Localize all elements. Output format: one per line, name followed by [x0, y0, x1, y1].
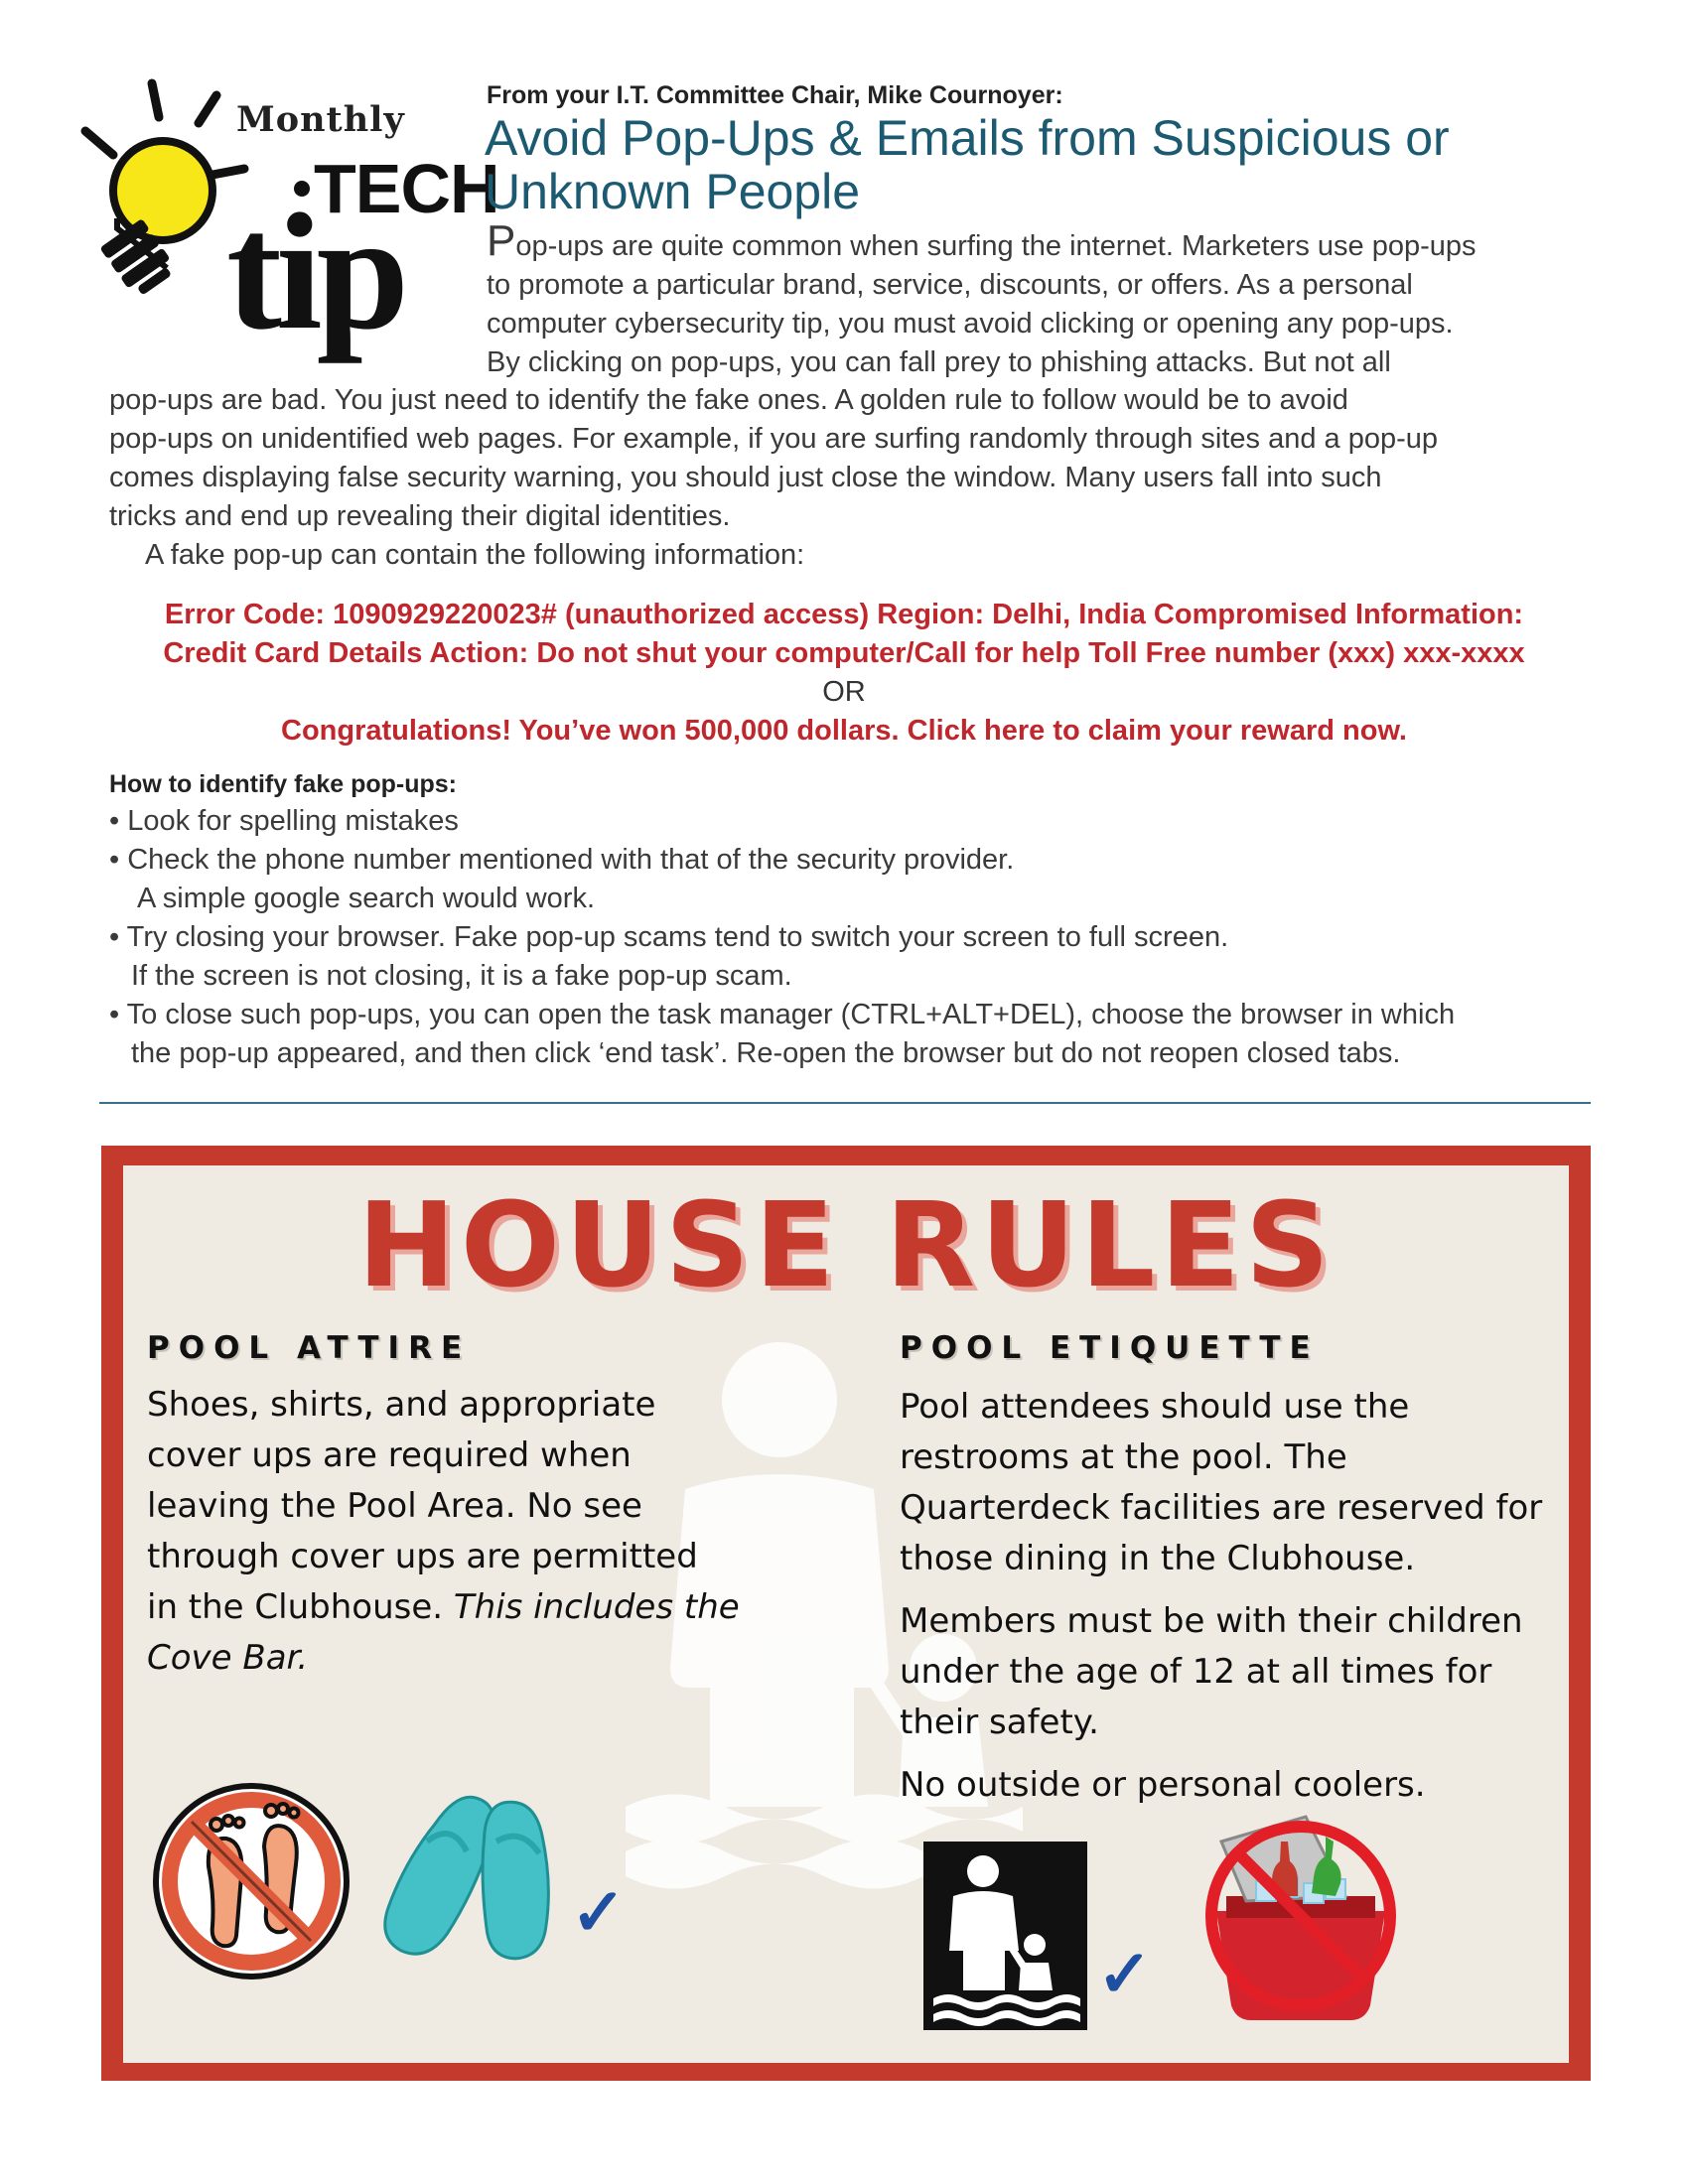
bullet-item: • Try closing your browser. Fake pop-up scams tend to switch your screen to full screen.	[109, 921, 1229, 953]
intro-line: tricks and end up revealing their digital identities.	[109, 500, 731, 532]
bullet-item: • Check the phone number mentioned with that of the security provider.	[109, 844, 1015, 876]
how-to-identify-heading: How to identify fake pop-ups:	[109, 770, 457, 798]
or-separator: OR	[822, 676, 866, 708]
etiquette-line: those dining in the Clubhouse.	[900, 1539, 1416, 1578]
logo-monthly-text: Monthly	[236, 99, 405, 140]
flip-flops-icon	[382, 1782, 571, 1971]
etiquette-line: under the age of 12 at all times for	[900, 1652, 1492, 1692]
intro-line: A fake pop-up can contain the following information:	[145, 539, 805, 571]
house-rules-title: HOUSE RULES	[356, 1176, 1336, 1313]
pool-attire-line: in the Clubhouse.	[147, 1587, 454, 1627]
fake-popup-example-1-line-1: Error Code: 1090929220023# (unauthorized access) Region: Delhi, India Compromised Information:	[164, 599, 1524, 630]
pool-attire-text	[147, 1380, 743, 1684]
section-divider	[99, 1102, 1591, 1104]
fake-popup-example-1-line-2: Credit Card Details Action: Do not shut your computer/Call for help Toll Free number (xxx) xxx-xxxx	[163, 637, 1525, 669]
pool-attire-line: through cover ups are permitted	[147, 1537, 698, 1576]
monthly-tech-tip-logo	[77, 69, 499, 364]
etiquette-line: Members must be with their children	[900, 1601, 1523, 1641]
etiquette-paragraph-1	[900, 1382, 1555, 1584]
etiquette-line: Quarterdeck facilities are reserved for	[900, 1488, 1543, 1528]
bullet-continuation: If the screen is not closing, it is a fake pop-up scam.	[131, 960, 792, 992]
from-line: From your I.T. Committee Chair, Mike Cournoyer:	[487, 81, 1063, 109]
intro-line: comes displaying false security warning, you should just close the window. Many users fall into such	[109, 462, 1382, 493]
pool-attire-line: Shoes, shirts, and appropriate	[147, 1385, 656, 1425]
pool-attire-italic: This includes the	[453, 1587, 740, 1627]
fake-popup-examples	[99, 596, 1589, 751]
bullet-item: • To close such pop-ups, you can open the task manager (CTRL+ALT+DEL), choose the browser in which	[109, 999, 1456, 1030]
etiquette-line: restrooms at the pool. The	[900, 1437, 1347, 1477]
logo-tech-text: TECH	[314, 150, 499, 227]
bullet-continuation: A simple google search would work.	[137, 883, 596, 914]
identify-bullets	[109, 802, 1618, 1073]
pool-etiquette-heading: POOL ETIQUETTE	[900, 1330, 1320, 1366]
etiquette-line: Pool attendees should use the	[900, 1387, 1410, 1427]
pool-attire-line: cover ups are required when	[147, 1435, 632, 1475]
intro-paragraph-bottom	[109, 381, 1438, 575]
etiquette-line: their safety.	[900, 1703, 1099, 1742]
tip-title-line-2: Unknown People	[485, 164, 861, 219]
bullet-continuation: the pop-up appeared, and then click ‘end task’. Re-open the browser but do not reopen closed tabs.	[131, 1037, 1401, 1069]
adult-child-pool-icon	[923, 1842, 1087, 2030]
intro-line: computer cybersecurity tip, you must avoid clicking or opening any pop-ups.	[487, 308, 1454, 340]
check-icon: ✓	[571, 1875, 627, 1949]
pool-attire-line: leaving the Pool Area. No see	[147, 1486, 642, 1526]
fake-popup-example-2: Congratulations! You’ve won 500,000 dollars. Click here to claim your reward now.	[281, 715, 1407, 747]
no-bare-feet-icon	[147, 1777, 355, 1985]
intro-line: pop-ups are bad. You just need to identify the fake ones. A golden rule to follow would be to avoid	[109, 384, 1348, 416]
etiquette-paragraph-2	[900, 1596, 1555, 1748]
logo-tip-text: tip	[226, 180, 404, 364]
pool-attire-heading: POOL ATTIRE	[147, 1330, 472, 1366]
pool-etiquette-text	[900, 1382, 1555, 1823]
drop-cap: P	[487, 216, 516, 265]
intro-line: op-ups are quite common when surfing the internet. Marketers use pop-ups	[515, 230, 1477, 262]
tip-title-line-1: Avoid Pop-Ups & Emails from Suspicious or	[485, 110, 1450, 166]
etiquette-paragraph-3: No outside or personal coolers.	[900, 1765, 1426, 1805]
pool-attire-italic: Cove Bar.	[147, 1638, 309, 1678]
intro-line: pop-ups on unidentified web pages. For example, if you are surfing randomly through sites and a pop-up	[109, 423, 1439, 455]
intro-line: to promote a particular brand, service, discounts, or offers. As a personal	[487, 269, 1413, 301]
no-coolers-icon	[1187, 1802, 1415, 2030]
bullet-item: • Look for spelling mistakes	[109, 805, 459, 837]
check-icon: ✓	[1097, 1937, 1153, 2010]
intro-line: By clicking on pop-ups, you can fall prey to phishing attacks. But not all	[487, 346, 1391, 378]
tip-title	[485, 111, 1597, 218]
intro-paragraph-top	[487, 216, 1477, 382]
